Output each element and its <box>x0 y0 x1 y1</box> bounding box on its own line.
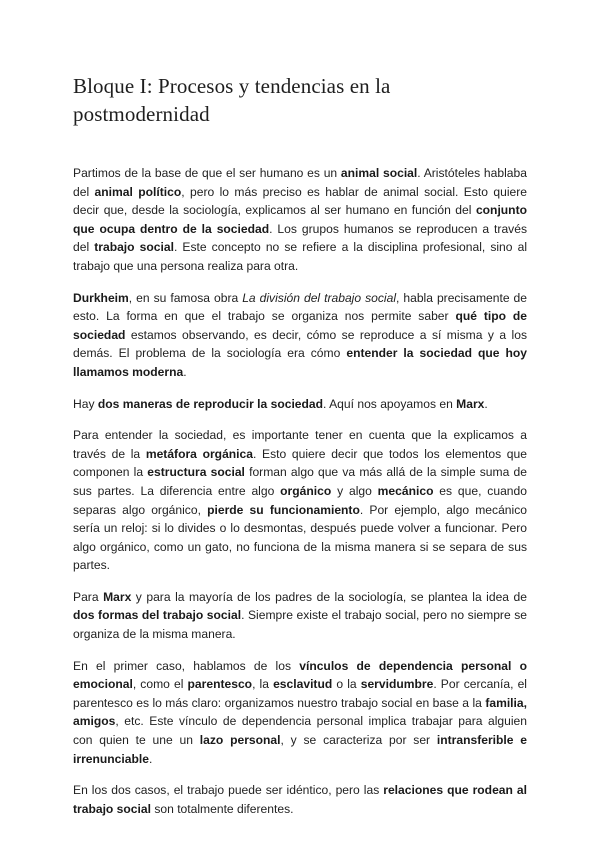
paragraph <box>73 588 527 644</box>
paragraph <box>73 395 527 414</box>
bold-text: mecánico <box>377 483 434 498</box>
text-run: es que, cuando separas algo orgánico, <box>73 483 527 517</box>
bold-text: familia, amigos <box>73 695 527 729</box>
bold-text: lazo personal <box>199 733 281 748</box>
bold-text: animal político <box>94 184 182 199</box>
text-run: forman algo que va más allá de la simple suma de sus partes. La diferencia entre algo <box>73 465 527 498</box>
text-run: . Los grupos humanos se reproducen a través del <box>73 221 527 255</box>
paragraph <box>73 781 527 818</box>
text-run: . <box>148 751 153 766</box>
text-run: , pero lo más preciso es hablar de animal social. Esto quiere decir que, desde la sociología, explicamos al ser humano en función del <box>73 184 528 218</box>
text-run: . Este concepto no se refiere a la disciplina profesional, sino al trabajo que una persona realiza para otra. <box>73 240 528 273</box>
bold-text: Marx <box>456 396 485 411</box>
bold-text: intransferible e irrenunciable <box>73 733 528 766</box>
text-run: , habla precisamente de esto. La forma en que el trabajo se organiza nos permite saber <box>73 290 527 324</box>
text-run: . Esto quiere decir que todos los elementos que componen la <box>73 446 527 480</box>
text-run: Para <box>73 589 104 604</box>
text-run: , en su famosa obra <box>128 290 243 305</box>
text-run: . Siempre existe el trabajo social, pero no siempre se organiza de la misma manera. <box>73 608 527 642</box>
text-run: o la <box>332 677 361 692</box>
text-run: . <box>484 396 488 411</box>
text-run: Para entender la sociedad, es importante tener en cuenta que la explicamos a través de la <box>73 428 527 461</box>
text-run: Partimos de la base de que el ser humano es un <box>73 166 341 180</box>
paragraph <box>73 164 527 276</box>
bold-text: animal social <box>340 166 418 180</box>
text-run: . Aristóteles hablaba del <box>73 166 527 199</box>
bold-text: servidumbre <box>360 677 434 692</box>
text-run: , como el <box>132 677 188 692</box>
text-run: son totalmente diferentes. <box>150 801 294 816</box>
text-run: . Por cercanía, el parentesco es lo más claro: organizamos nuestro trabajo social en base a la <box>73 677 527 710</box>
page-title: Bloque I: Procesos y tendencias en la postmodernidad <box>73 74 391 126</box>
text-run: . Aquí nos apoyamos en <box>323 396 457 411</box>
bold-text: orgánico <box>280 483 332 498</box>
paragraph <box>73 426 527 575</box>
text-run: estamos observando, es decir, cómo se reproduce a sí misma y a los demás. El problema de la sociología era cómo <box>73 327 527 361</box>
bold-text: esclavitud <box>273 677 333 692</box>
bold-text: qué tipo de sociedad <box>73 309 527 342</box>
paragraph <box>73 657 527 769</box>
bold-text: entender la sociedad que hoy llamamos moderna <box>73 346 527 379</box>
document-body <box>73 164 527 818</box>
bold-text: parentesco <box>187 677 253 692</box>
bold-text: trabajo social <box>94 240 174 255</box>
bold-text: vínculos de dependencia personal o emocional <box>73 658 527 692</box>
text-run: , y se caracteriza por ser <box>280 733 437 748</box>
text-run: y para la mayoría de los padres de la sociología, se plantea la idea de <box>131 589 527 604</box>
bold-text: dos maneras de reproducir la sociedad <box>97 396 324 411</box>
text-run: , la <box>252 677 274 692</box>
bold-text: conjunto que ocupa dentro de la sociedad <box>73 203 527 236</box>
bold-text: estructura social <box>147 465 245 480</box>
paragraph <box>73 289 527 382</box>
bold-text: Durkheim <box>73 290 129 305</box>
italic-text: La división del trabajo social <box>242 290 397 305</box>
text-run: , etc. Este vínculo de dependencia personal implica trabajar para alguien con quien te une un <box>73 714 527 748</box>
text-run: . <box>183 364 187 379</box>
text-run: Hay <box>73 396 98 411</box>
bold-text: Marx <box>103 589 132 604</box>
text-run: En el primer caso, hablamos de los <box>73 658 300 673</box>
bold-text: dos formas del trabajo social <box>73 608 242 623</box>
bold-text: relaciones que rodean al trabajo social <box>73 783 527 816</box>
bold-text: pierde su funcionamiento <box>207 502 360 517</box>
text-run: . Por ejemplo, algo mecánico sería un reloj: si lo divides o lo desmontas, después puede volver a funcionar. Pero algo orgánico, como un gato, no funciona de la misma manera si se separa de sus partes. <box>73 502 527 573</box>
text-run: y algo <box>331 483 378 498</box>
text-run: En los dos casos, el trabajo puede ser idéntico, pero las <box>73 783 384 798</box>
bold-text: metáfora orgánica <box>145 446 253 461</box>
